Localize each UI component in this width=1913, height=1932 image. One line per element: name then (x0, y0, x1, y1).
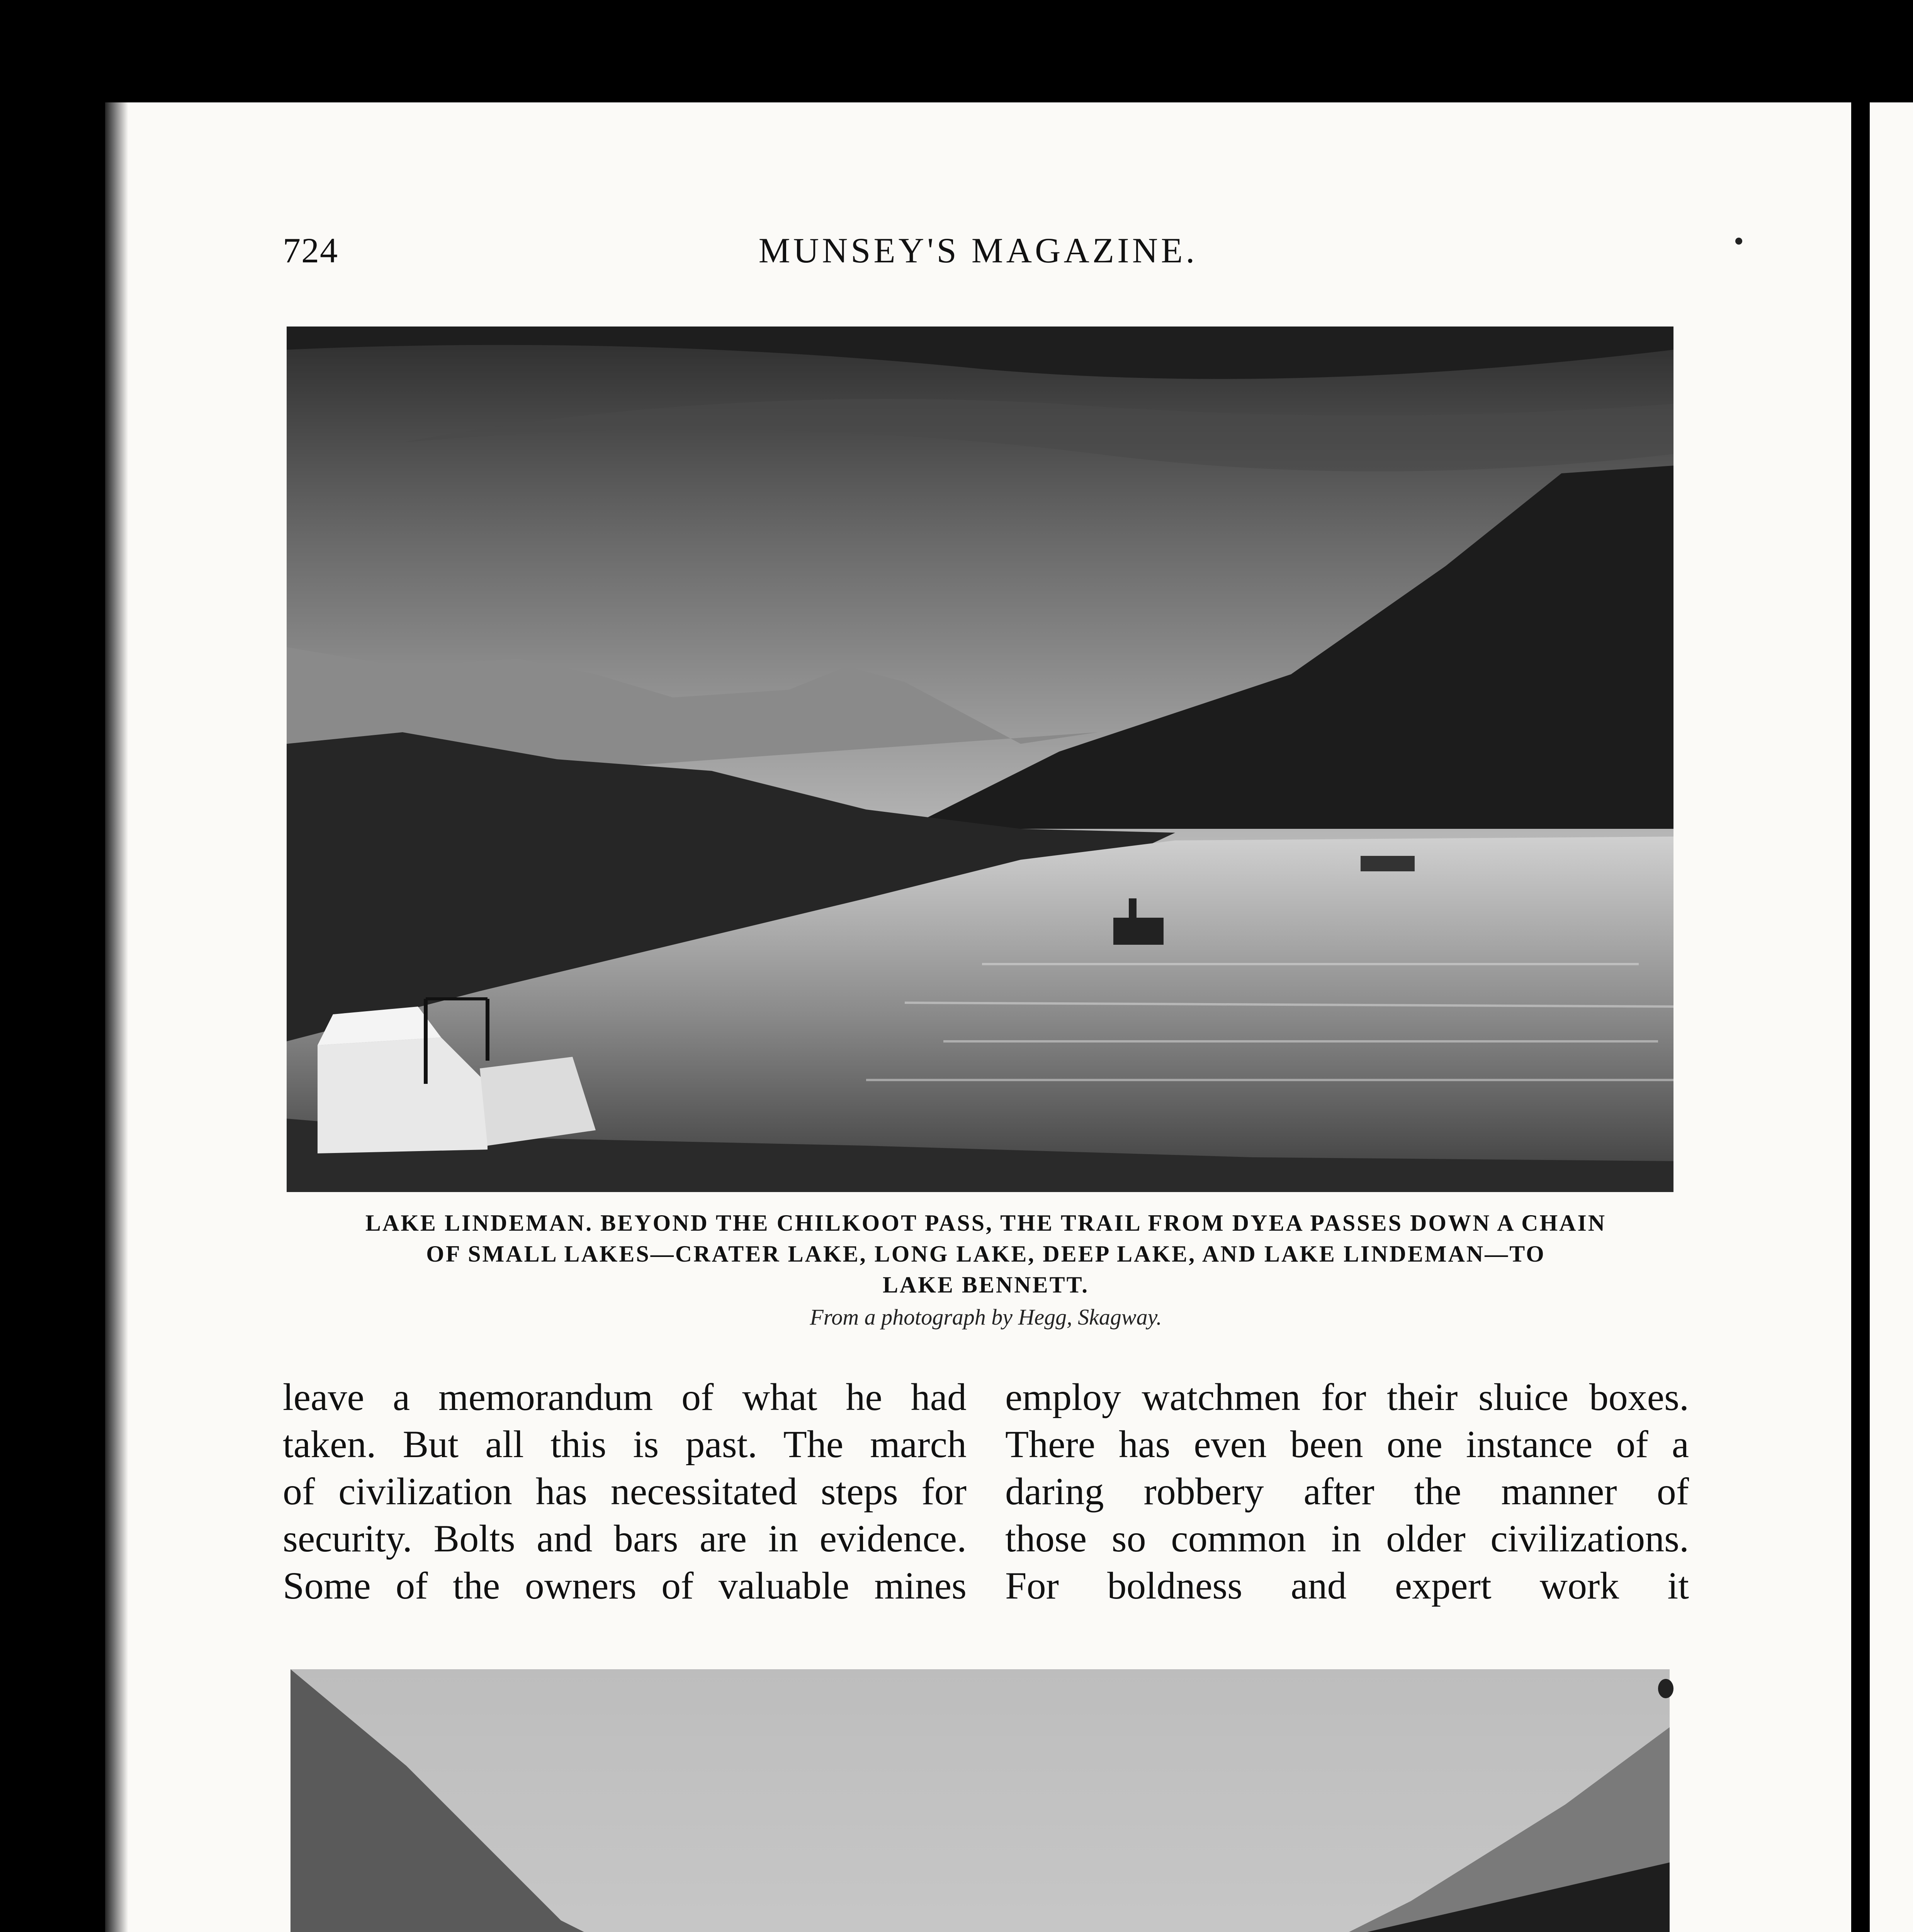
page-left-shadow (105, 102, 128, 1932)
running-head: MUNSEY'S MAGAZINE. (758, 231, 1198, 270)
photo-lake-lindeman-image (287, 327, 1673, 1192)
magazine-page (105, 102, 1851, 1932)
body-line: leave a memorandum of what he had (283, 1376, 967, 1418)
body-column-left (283, 1374, 967, 1609)
body-line: of civilization has necessitated steps for (283, 1470, 967, 1513)
body-line: daring robbery after the manner of (1005, 1470, 1689, 1513)
body-line: There has even been one instance of a (1005, 1423, 1689, 1466)
body-line: Some of the owners of valuable mines (283, 1564, 967, 1607)
caption-line: OF SMALL LAKES—CRATER LAKE, LONG LAKE, DEEP LAKE, AND LAKE LINDEMAN—TO (426, 1241, 1546, 1267)
speck (1658, 1679, 1673, 1698)
photo-rapids (291, 1669, 1670, 1932)
photo-lake-lindeman (287, 327, 1673, 1192)
right-page-gutter (1851, 102, 1870, 1932)
body-line: security. Bolts and bars are in evidence. (283, 1517, 967, 1560)
facing-page-edge (1870, 102, 1913, 1932)
body-column-right (1005, 1374, 1689, 1609)
caption-line: LAKE BENNETT. (882, 1272, 1089, 1298)
body-line: employ watchmen for their sluice boxes. (1005, 1376, 1689, 1418)
body-line: taken. But all this is past. The march (283, 1423, 967, 1466)
caption-line: LAKE LINDEMAN. BEYOND THE CHILKOOT PASS, THE TRAIL FROM DYEA PASSES DOWN A CHAIN (365, 1210, 1607, 1236)
photo-1-caption (221, 1208, 1751, 1300)
speck (1735, 238, 1742, 245)
page-number: 724 (283, 231, 338, 270)
photo-rapids-image (291, 1669, 1670, 1932)
body-line: For boldness and expert work it (1005, 1564, 1689, 1607)
body-line: those so common in older civilizations. (1005, 1517, 1689, 1560)
photo-1-credit: From a photograph by Hegg, Skagway. (810, 1304, 1162, 1330)
